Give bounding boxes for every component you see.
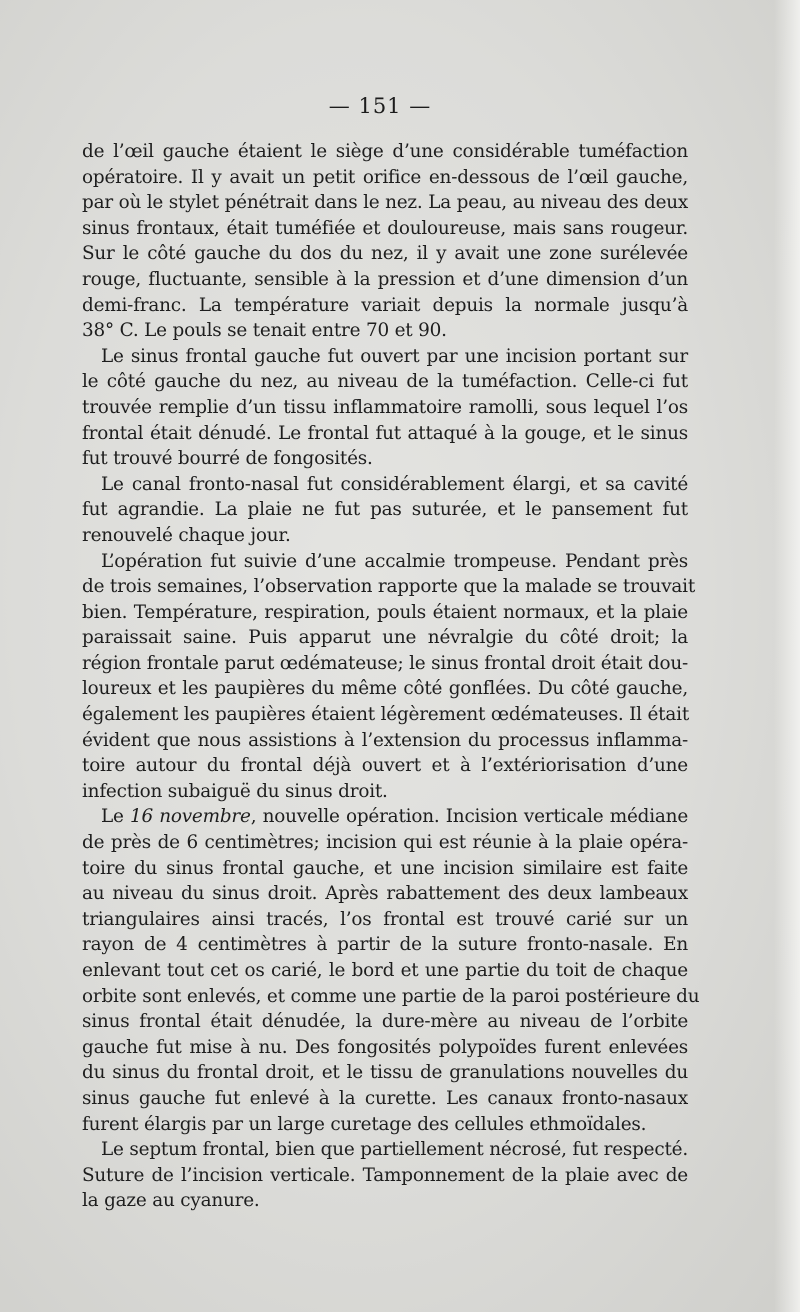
text-line — [82, 804, 688, 830]
page-edge-shadow — [774, 0, 800, 1312]
text-line: paraissait saine. Puis apparut une névralgie du côté droit; la — [82, 627, 688, 649]
text-line: par où le stylet pénétrait dans le nez. La peau, au niveau des deux — [82, 192, 689, 214]
text-line: Le sinus frontal gauche fut ouvert par une incision portant sur — [101, 345, 688, 367]
page-number: — 151 — — [328, 94, 432, 118]
text-fragment: Le — [101, 806, 130, 828]
text-line: de près de 6 centimètres; incision qui est réunie à la plaie opéra- — [82, 832, 688, 854]
paragraph — [82, 1137, 688, 1214]
paragraph — [82, 549, 696, 805]
text-line: frontal était dénudé. Le frontal fut attaqué à la gouge, et le sinus — [82, 422, 688, 444]
text-line: de trois semaines, l’observation rapporte que la malade se trouvait — [82, 576, 696, 598]
text-line: de l’œil gauche étaient le siège d’une considérable tuméfaction — [82, 141, 688, 162]
text-line: le côté gauche du nez, au niveau de la tuméfaction. Celle-ci fut — [82, 371, 688, 393]
text-line: du sinus du frontal droit, et le tissu de granulations nouvelles du — [82, 1062, 688, 1084]
text-line: Sur le côté gauche du dos du nez, il y avait une zone surélevée — [82, 243, 688, 265]
text-line: rouge, fluctuante, sensible à la pression et d’une dimension d’un — [82, 268, 688, 290]
text-line: gauche fut mise à nu. Des fongosités polypoïdes furent enlevées — [82, 1036, 688, 1058]
text-line: sinus frontaux, était tuméfiée et douloureuse, mais sans rougeur. — [82, 217, 688, 239]
body-text — [82, 139, 700, 1214]
text-line: toire autour du frontal déjà ouvert et à l’extériorisation d’une — [82, 755, 688, 777]
text-line: opératoire. Il y avait un petit orifice en-dessous de l’œil gauche, — [82, 166, 688, 188]
text-line: évident que nous assistions à l’extension du processus inflamma- — [82, 729, 688, 751]
text-line: au niveau du sinus droit. Après rabattement des deux lambeaux — [82, 883, 688, 905]
paragraph — [82, 139, 688, 344]
text-line: Suture de l’incision verticale. Tamponnement de la plaie avec de — [82, 1164, 688, 1186]
text-line: bien. Température, respiration, pouls étaient normaux, et la plaie — [82, 601, 688, 623]
text-line: région frontale parut œdémateuse; le sinus frontal droit était dou- — [82, 652, 689, 674]
text-line: loureux et les paupières du même côté gonflées. Du côté gauche, — [82, 678, 688, 700]
text-line: 38° C. Le pouls se tenait entre 70 et 90. — [82, 320, 447, 342]
text-line: orbite sont enlevés, et comme une partie de la paroi postérieure du — [82, 985, 700, 1007]
text-line: toire du sinus frontal gauche, et une incision similaire est faite — [82, 857, 688, 879]
text-line: Le canal fronto-nasal fut considérablement élargi, et sa cavité — [101, 473, 688, 495]
text-fragment: , nouvelle opération. Incision verticale médiane — [250, 806, 689, 828]
paragraph — [82, 804, 700, 1137]
date-emphasis: 16 novembre — [129, 806, 251, 828]
text-line: renouvelé chaque jour. — [82, 524, 291, 546]
text-line: également les paupières étaient légèrement œdémateuses. Il était — [82, 704, 690, 726]
text-line: L’opération fut suivie d’une accalmie trompeuse. Pendant près — [101, 550, 688, 572]
text-line: sinus frontal était dénudée, la dure-mère au niveau de l’orbite — [82, 1011, 688, 1033]
text-line: trouvée remplie d’un tissu inflammatoire ramolli, sous lequel l’os — [82, 396, 688, 418]
text-line: furent élargis par un large curetage des cellules ethmoïdales. — [82, 1113, 647, 1135]
text-line: la gaze au cyanure. — [82, 1190, 260, 1212]
text-line: fut trouvé bourré de fongosités. — [82, 448, 373, 470]
paragraph — [82, 344, 688, 472]
text-line: Le septum frontal, bien que partiellement nécrosé, fut respecté. — [101, 1139, 688, 1161]
text-line: infection subaiguë du sinus droit. — [82, 780, 388, 802]
text-line: rayon de 4 centimètres à partir de la suture fronto-nasale. En — [82, 934, 688, 956]
text-line: enlevant tout cet os carié, le bord et une partie du toit de chaque — [82, 960, 688, 981]
text-line: sinus gauche fut enlevé à la curette. Les canaux fronto-nasaux — [82, 1087, 688, 1109]
text-line: demi-franc. La température variait depuis la normale jusqu’à — [82, 294, 688, 316]
paragraph — [82, 472, 688, 549]
text-line: triangulaires ainsi tracés, l’os frontal est trouvé carié sur un — [82, 908, 688, 930]
text-line: fut agrandie. La plaie ne fut pas suturée, et le pansement fut — [82, 499, 688, 521]
